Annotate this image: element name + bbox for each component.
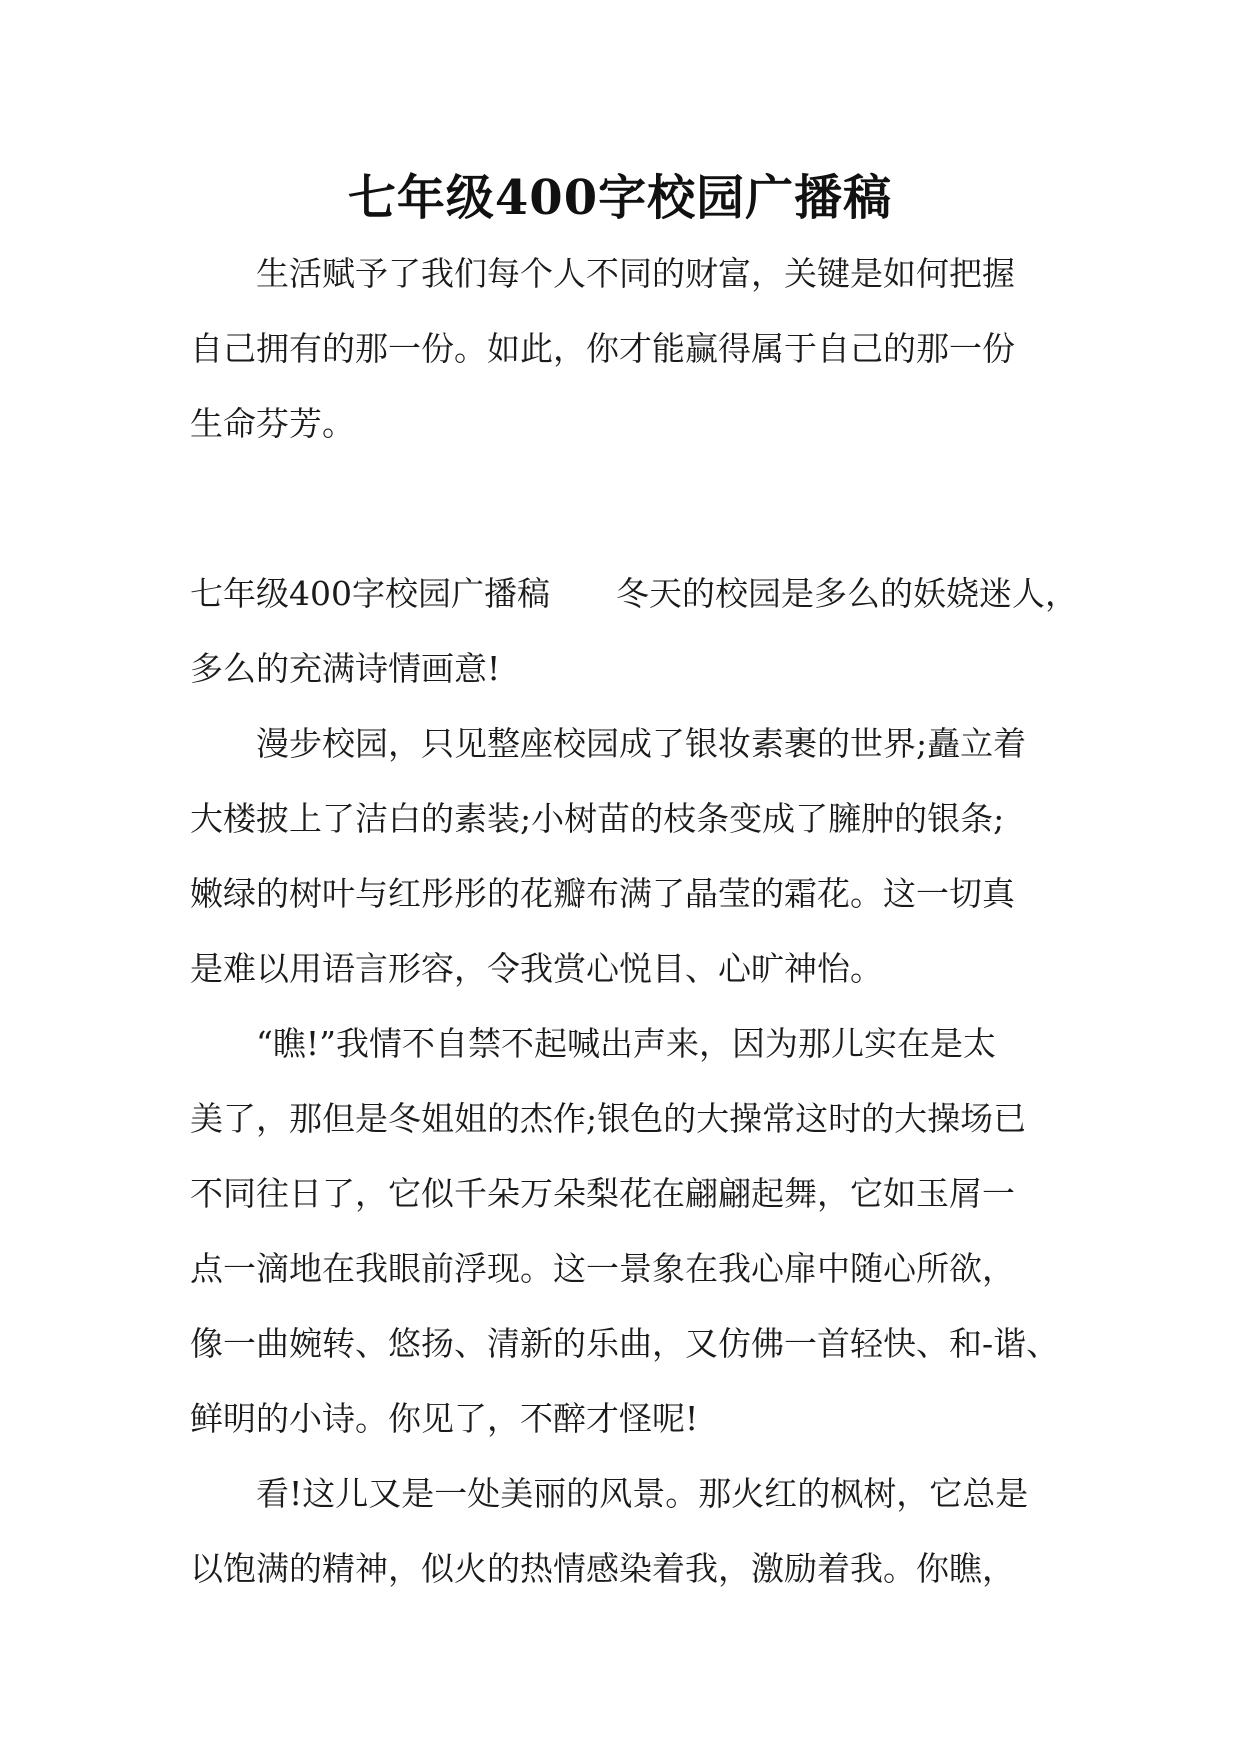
text-line: 漫步校园，只见整座校园成了银妆素裹的世界;矗立着 [256,724,1027,763]
section-heading-rest: 冬天的校园是多么的妖娆迷人， [616,574,1078,613]
text-line: 像一曲婉转、悠扬、清新的乐曲，又仿佛一首轻快、和-谐、 [190,1324,1060,1363]
text-line: 看!这儿又是一处美丽的风景。那火红的枫树，它总是 [256,1474,1029,1513]
section-heading: 七年级400字校园广播稿 [190,574,550,613]
text-line: 是难以用语言形容，令我赏心悦目、心旷神怡。 [190,949,883,988]
document-title: 七年级400字校园广播稿 [347,170,893,226]
text-line: 生命芬芳。 [190,404,355,443]
section-heading-line [190,556,1078,631]
text-line: 不同往日了，它似千朵万朵梨花在翩翩起舞，它如玉屑一 [190,1174,1015,1213]
text-line: 生活赋予了我们每个人不同的财富，关键是如何把握 [256,254,1015,293]
main-article [190,556,1078,1606]
intro-paragraph [190,236,1070,461]
text-line: 自己拥有的那一份。如此，你才能赢得属于自己的那一份 [190,329,1015,368]
text-line: 美了，那但是冬姐姐的杰作;银色的大操常这时的大操场已 [190,1099,1027,1138]
text-line: 嫩绿的树叶与红彤彤的花瓣布满了晶莹的霜花。这一切真 [190,874,1015,913]
text-line: 鲜明的小诗。你见了，不醉才怪呢! [190,1399,699,1438]
text-line: 以饱满的精神，似火的热情感染着我，激励着我。你瞧， [190,1549,1015,1588]
text-line: 多么的充满诗情画意! [190,649,501,688]
text-line: “瞧!”我情不自禁不起喊出声来，因为那儿实在是太 [256,1024,997,1063]
text-line: 点一滴地在我眼前浮现。这一景象在我心扉中随心所欲， [190,1249,1015,1288]
text-line: 大楼披上了洁白的素装;小树苗的枝条变成了臃肿的银条; [190,799,1005,838]
